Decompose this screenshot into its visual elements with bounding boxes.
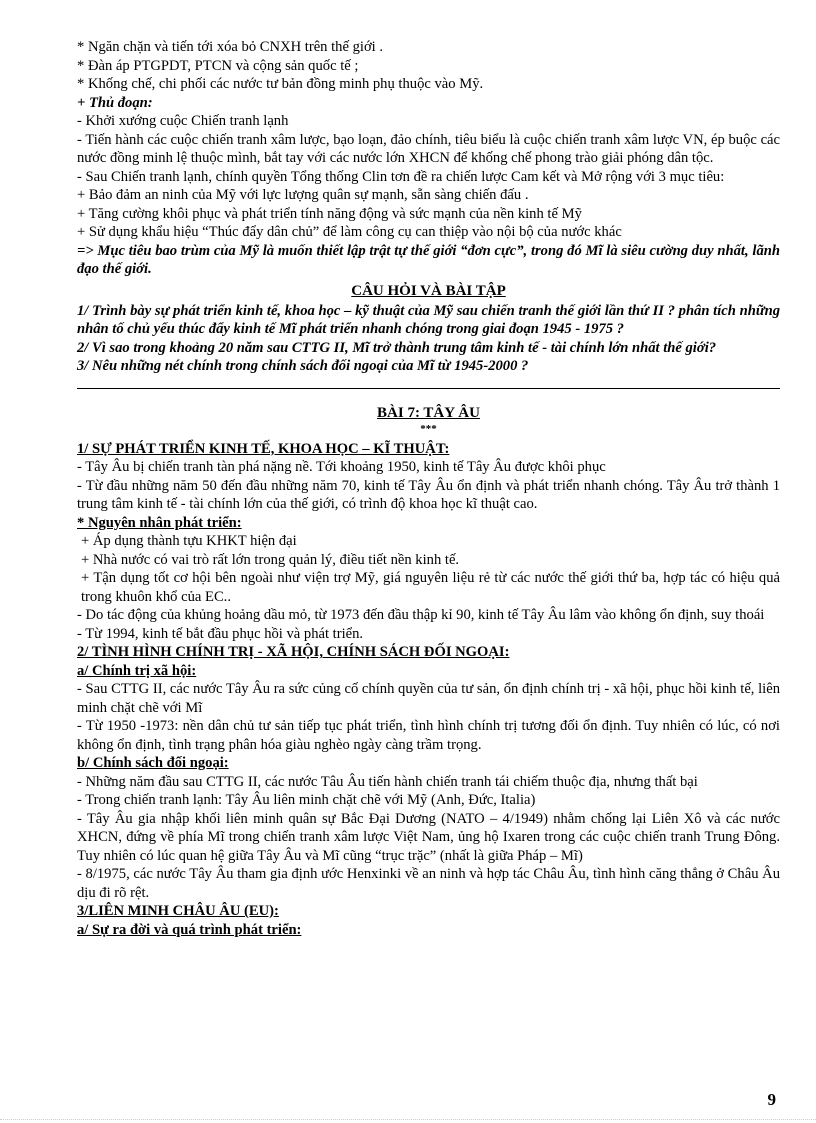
question-1: 1/ Trình bày sự phát triển kinh tế, khoa học – kỹ thuật của Mỹ sau chiến tranh thế giới lần thứ II ? phân tích những nhân tố chủ yếu thúc đẩy kinh tế Mĩ phát triển nhanh chóng trong giai đoạn 1945 - 1975 ? <box>77 302 780 337</box>
questions-title: CÂU HỎI VÀ BÀI TẬP <box>351 282 506 299</box>
section-3a-title: a/ Sự ra đời và quá trình phát triển: <box>77 921 302 938</box>
section-1-title: 1/ SỰ PHÁT TRIỂN KINH TẾ, KHOA HỌC – KĨ THUẬT: <box>77 440 450 457</box>
s1-paragraph-1: - Tây Âu bị chiến tranh tàn phá nặng nề. Tới khoảng 1950, kinh tế Tây Âu được khôi phục <box>77 459 606 475</box>
tactics-heading: + Thủ đoạn: <box>77 94 153 111</box>
strategy-goal-3: + Sử dụng khẩu hiệu “Thúc đẩy dân chủ” để làm công cụ can thiệp vào nội bộ của nước khác <box>77 224 622 240</box>
section-2-title: 2/ TÌNH HÌNH CHÍNH TRỊ - XÃ HỘI, CHÍNH SÁCH ĐỐI NGOẠI: <box>77 644 510 660</box>
section-divider <box>77 388 780 389</box>
goal-line-1: * Ngăn chặn và tiến tới xóa bỏ CNXH trên thế giới . <box>77 39 384 55</box>
section-2b-title: b/ Chính sách đối ngoại: <box>77 755 229 771</box>
reason-1: + Áp dụng thành tựu KHKT hiện đại <box>81 533 297 549</box>
s2a-paragraph-2: - Từ 1950 -1973: nền dân chủ tư sản tiếp tục phát triển, tình hình chính trị tương đối ổn định. Tuy nhiên có lúc, có nơi không ổn định, tình trạng phân hóa giàu nghèo ngày càng trầm trọng. <box>77 718 780 753</box>
section-2a-title: a/ Chính trị xã hội: <box>77 662 197 679</box>
s2b-paragraph-1: - Những năm đầu sau CTTG II, các nước Tâu Âu tiến hành chiến tranh tái chiếm thuộc địa, nhưng thất bại <box>77 773 698 790</box>
question-3: 3/ Nêu những nét chính trong chính sách đối ngoại của Mĩ từ 1945-2000 ? <box>77 358 529 374</box>
page-number: 9 <box>767 1090 776 1109</box>
s2b-paragraph-3: - Tây Âu gia nhập khối liên minh quân sự Bắc Đại Dương (NATO – 4/1949) nhằm chống lại Liên Xô và các nước XHCN, đứng về phía Mĩ trong chiến tranh xâm lược Việt Nam, ủng hộ Ixaren trong các cuộc chiến tranh Trung Đông. Tuy nhiên có lúc quan hệ giữa Tây Âu và Mĩ cũng “trục trặc” (nhất là giữa Pháp – Mĩ) <box>77 810 780 864</box>
section-3-title: 3/LIÊN MINH CHÂU ÂU (EU): <box>77 903 279 919</box>
reason-2: + Nhà nước có vai trò rất lớn trong quản lý, điều tiết nền kinh tế. <box>81 551 460 568</box>
strategy-goal-2: + Tăng cường khôi phục và phát triển tính năng động và sức mạnh của nền kinh tế Mỹ <box>77 205 582 222</box>
document-page <box>77 38 780 939</box>
reason-3: + Tận dụng tốt cơ hội bên ngoài như viện trợ Mỹ, giá nguyên liệu rẻ từ các nước thế giới thứ ba, hợp tác có hiệu quả trong khuôn khổ của EC.. <box>81 570 780 605</box>
strategy-goal-1: + Bảo đảm an ninh của Mỹ với lực lượng quân sự mạnh, sẵn sàng chiến đấu . <box>77 187 529 203</box>
question-2: 2/ Vì sao trong khoảng 20 năm sau CTTG II, Mĩ trở thành trung tâm kinh tế - tài chính lớn nhất thế giới? <box>77 339 717 356</box>
reasons-heading: * Nguyên nhân phát triển: <box>77 514 242 531</box>
s1-paragraph-2: - Từ đầu những năm 50 đến đầu những năm 70, kinh tế Tây Âu ổn định và phát triển nhanh chóng. Tây Âu trở thành 1 trung tâm kinh tế - tài chính lớn của thế giới, có trình độ khoa học kĩ thuật cao. <box>77 477 780 512</box>
conclusion: => Mục tiêu bao trùm của Mỹ là muốn thiết lập trật tự thế giới “đơn cực”, trong đó Mĩ là siêu cường duy nhất, lãnh đạo thế giới. <box>77 242 780 277</box>
goal-line-3: * Khống chế, chi phối các nước tư bản đồng minh phụ thuộc vào Mỹ. <box>77 76 484 92</box>
tactic-wars: - Tiến hành các cuộc chiến tranh xâm lược, bạo loạn, đảo chính, tiêu biểu là cuộc chiến tranh xâm lược VN, ép buộc các nước đồng minh lệ thuộc mình, bắt tay với các nước lớn XHCN để khống chế phong trào giải phóng dân tộc. <box>77 131 780 166</box>
lesson-title: BÀI 7: TÂY ÂU <box>377 404 480 421</box>
footer-dotted-line <box>0 1119 816 1120</box>
s2a-paragraph-1: - Sau CTTG II, các nước Tây Âu ra sức củng cố chính quyền của tư sản, ổn định chính trị - xã hội, phục hồi kinh tế, liên minh chặt chẽ với Mĩ <box>77 681 780 716</box>
clinton-strategy: - Sau Chiến tranh lạnh, chính quyền Tổng thống Clin tơn đề ra chiến lược Cam kết và Mở rộng với 3 mục tiêu: <box>77 168 725 185</box>
s1-paragraph-4: - Từ 1994, kinh tế bắt đầu phục hồi và phát triển. <box>77 625 364 642</box>
s2b-paragraph-4: - 8/1975, các nước Tây Âu tham gia định ước Henxinki về an ninh và hợp tác Châu Âu, tình hình căng thẳng ở Châu Âu dịu đi rõ rệt. <box>77 866 780 901</box>
title-stars: *** <box>420 422 437 435</box>
goal-line-2: * Đàn áp PTGPDT, PTCN và cộng sản quốc tế ; <box>77 57 359 74</box>
s2b-paragraph-2: - Trong chiến tranh lạnh: Tây Âu liên minh chặt chẽ với Mỹ (Anh, Đức, Italia) <box>77 792 536 808</box>
tactic-cold-war: - Khởi xướng cuộc Chiến tranh lạnh <box>77 113 289 129</box>
s1-paragraph-3: - Do tác động của khủng hoảng dầu mỏ, từ 1973 đến đầu thập kỉ 90, kinh tế Tây Âu lâm vào không ổn định, suy thoái <box>77 607 765 623</box>
